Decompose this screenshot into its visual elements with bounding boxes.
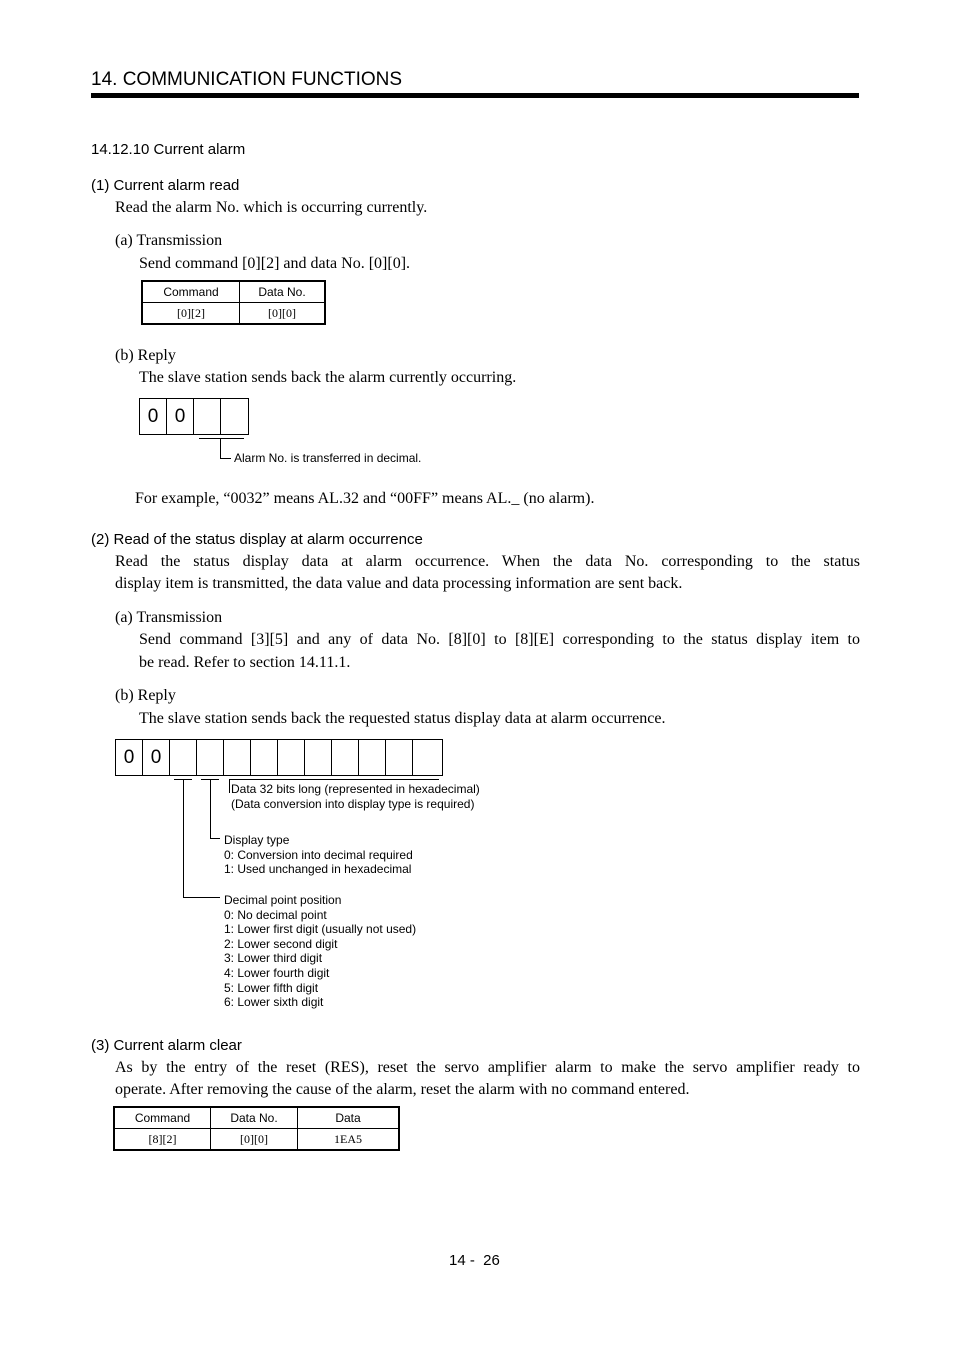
table-header-data: Data: [298, 1107, 400, 1129]
part2-transmission-line2: be read. Refer to section 14.11.1.: [139, 654, 351, 671]
decimal-point-note: [224, 893, 416, 1010]
display-type-line: Display type: [224, 833, 290, 847]
frame-cell: [412, 739, 443, 776]
frame-cell: [385, 739, 413, 776]
frame-cell: 0: [166, 398, 194, 435]
table-cell-data: 1EA5: [298, 1129, 400, 1151]
part2-intro-line1: Read the status display data at alarm occurrence. When the data No. corresponding to the status: [115, 553, 860, 570]
frame-cell: [358, 739, 386, 776]
frame-cell: [331, 739, 359, 776]
data-bracket-line: [229, 779, 439, 780]
part3-heading: (3) Current alarm clear: [91, 1037, 242, 1054]
display-type-line: 1: Used unchanged in hexadecimal: [224, 862, 412, 877]
decimal-point-line: 5: Lower fifth digit: [224, 980, 319, 995]
table-header-command: Command: [142, 281, 240, 303]
frame-cell: [223, 739, 251, 776]
frame-cell: 0: [139, 398, 167, 435]
table-cell-data-no: [0][0]: [240, 303, 326, 325]
decimal-point-line: 1: Lower first digit (usually not used): [224, 922, 417, 937]
part3-line2: operate. After removing the cause of the alarm, reset the alarm with no command entered.: [115, 1081, 690, 1098]
table-cell-command: [8][2]: [114, 1129, 211, 1151]
data-bracket-tick: [229, 779, 230, 793]
frame-cell: [250, 739, 278, 776]
data-note-line: (Data conversion into display type is required): [231, 796, 475, 811]
table-header-data-no: Data No.: [211, 1107, 298, 1129]
bracket-line: [199, 438, 244, 439]
decimal-point-line: 4: Lower fourth digit: [224, 965, 330, 980]
alarm-annotation: Alarm No. is transferred in decimal.: [234, 451, 422, 465]
part1-intro: Read the alarm No. which is occurring currently.: [115, 199, 428, 216]
chapter-header: 14. COMMUNICATION FUNCTIONS: [91, 69, 403, 90]
part2-reply-label: (b) Reply: [115, 687, 176, 704]
frame-cell: 0: [115, 739, 143, 776]
leader-line: [220, 458, 231, 459]
frame-cell: [220, 398, 249, 435]
frame-cell: 0: [142, 739, 170, 776]
frame-cell: [193, 398, 221, 435]
data-note-line: Data 32 bits long (represented in hexadecimal): [231, 782, 480, 796]
table-header-data-no: Data No.: [240, 281, 326, 303]
decimal-point-line: 3: Lower third digit: [224, 951, 323, 966]
display-type-leader: [210, 779, 211, 839]
part2-transmission-label: (a) Transmission: [115, 609, 223, 626]
decimal-point-line: 0: No decimal point: [224, 907, 327, 922]
table-cell-command: [0][2]: [142, 303, 240, 325]
part1-heading: (1) Current alarm read: [91, 177, 240, 194]
display-type-leader: [210, 838, 220, 839]
part1-reply-label: (b) Reply: [115, 347, 176, 364]
part1-transmission-label: (a) Transmission: [115, 232, 223, 249]
section-title: 14.12.10 Current alarm: [91, 141, 246, 158]
leader-line: [220, 438, 221, 459]
part1-reply-text: The slave station sends back the alarm currently occurring.: [139, 369, 517, 386]
table-header-command: Command: [114, 1107, 211, 1129]
frame-cell: [169, 739, 197, 776]
decimal-point-leader: [183, 779, 184, 898]
decimal-point-leader: [183, 897, 220, 898]
part2-intro-line2: display item is transmitted, the data value and data processing information are sent back.: [115, 575, 683, 592]
data-note: [231, 782, 480, 811]
part1-example: For example, “0032” means AL.32 and “00FF” means AL._ (no alarm).: [135, 490, 595, 507]
frame-cell: [196, 739, 224, 776]
part3-line1: As by the entry of the reset (RES), reset the servo amplifier alarm to make the servo amplifier ready to: [115, 1059, 860, 1076]
decimal-point-line: 2: Lower second digit: [224, 936, 338, 951]
part3-table: [113, 1106, 400, 1151]
table-cell-data-no: [0][0]: [211, 1129, 298, 1151]
part1-transmission-table: [141, 280, 326, 325]
page-number: 14 - 26: [449, 1252, 500, 1269]
decimal-point-line: 6: Lower sixth digit: [224, 995, 324, 1010]
part2-reply-text: The slave station sends back the requested status display data at alarm occurrence.: [139, 710, 666, 727]
part2-heading: (2) Read of the status display at alarm occurrence: [91, 531, 423, 548]
frame-cell: [304, 739, 332, 776]
frame-cell: [277, 739, 305, 776]
display-type-line: 0: Conversion into decimal required: [224, 847, 413, 862]
part2-transmission-line1: Send command [3][5] and any of data No. [8][0] to [8][E] corresponding to the status display item to: [139, 631, 860, 648]
decimal-point-line: Decimal point position: [224, 893, 342, 907]
part1-transmission-text: Send command [0][2] and data No. [0][0].: [139, 255, 411, 272]
header-rule: [91, 93, 859, 98]
display-type-note: [224, 833, 413, 877]
